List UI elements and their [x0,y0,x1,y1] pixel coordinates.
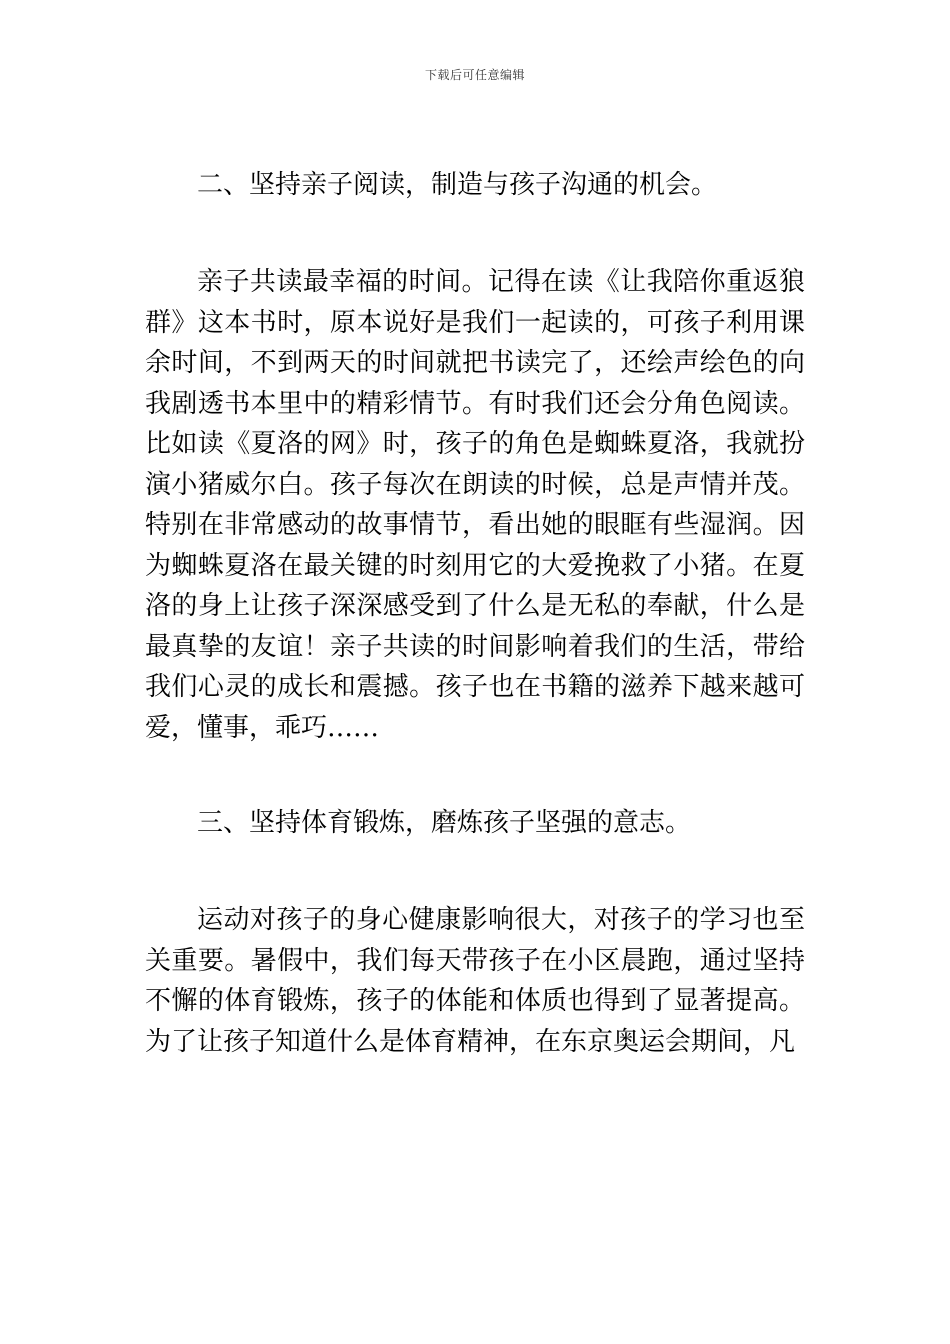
page-header: 下载后可任意编辑 [424,68,525,82]
section-paragraph-3: 运动对孩子的身心健康影响很大，对孩子的学习也至关重要。暑假中，我们每天带孩子在小区晨跑，通过坚持不懈的体育锻炼，孩子的体能和体质也得到了显著提高。为了让孩子知道什么是体育精神，在东京奥运会期间，凡 [145,905,805,1057]
section-heading-2: 二、坚持亲子阅读，制造与孩子沟通的机会。 [197,170,718,200]
section-paragraph-2: 亲子共读最幸福的时间。记得在读《让我陪你重返狼群》这本书时，原本说好是我们一起读的，可孩子利用课余时间，不到两天的时间就把书读完了，还绘声绘色的向我剧透书本里中的精彩情节。有时我们还会分角色阅读。比如读《夏洛的网》时，孩子的角色是蜘蛛夏洛，我就扮演小猪威尔白。孩子每次在朗读的时候，总是声情并茂。特别在非常感动的故事情节，看出她的眼眶有些湿润。因为蜘蛛夏洛在最关键的时刻用它的大爱挽救了小猪。在夏洛的身上让孩子深深感受到了什么是无私的奉献，什么是最真挚的友谊！亲子共读的时间影响着我们的生活，带给我们心灵的成长和震撼。孩子也在书籍的滋养下越来越可爱，懂事，乖巧…… [145,267,805,743]
section-heading-3: 三、坚持体育锻炼，磨炼孩子坚强的意志。 [197,808,692,838]
document-body [145,150,805,1062]
